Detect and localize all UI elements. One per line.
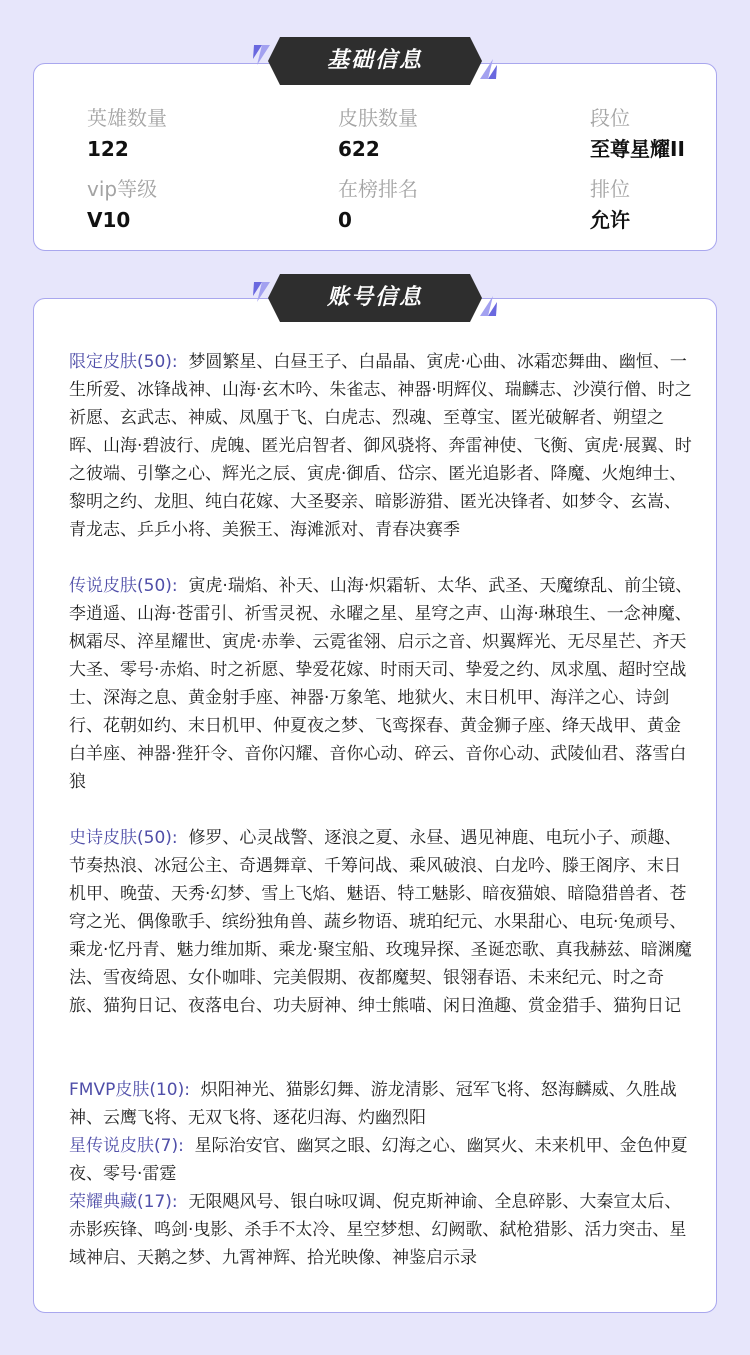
skin-names: 炽阳神光、猫影幻舞、游龙清影、冠军飞将、怒海麟威、久胜战神、云鹰飞将、无双飞将、逐花归海、灼幽烈阳 — [69, 1080, 677, 1128]
skin-category-label: 星传说皮肤(7): — [69, 1136, 184, 1156]
stat-label: 英雄数量 — [87, 106, 167, 130]
skin-names: 无限飓风号、银白咏叹调、倪克斯神谕、全息碎影、大秦宣太后、赤影疾锋、鸣剑·曳影、杀手不太冷、星空梦想、幻阙歌、弑枪猎影、活力突击、星域神启、天鹅之梦、九霄神辉、拾光映像、神鉴启示录 — [69, 1192, 687, 1268]
skin-category-label: FMVP皮肤(10): — [69, 1080, 190, 1100]
section-title: 基础信息 — [326, 48, 423, 73]
skin-category-label: 荣耀典藏(17): — [69, 1192, 178, 1212]
stat-leaderboard — [338, 176, 418, 233]
skin-category-label: 史诗皮肤(50): — [69, 828, 178, 848]
stat-hero-count — [87, 105, 167, 162]
stat-skin-count — [338, 105, 418, 162]
stat-value: 0 — [338, 208, 352, 232]
skin-list-star-legend — [69, 1132, 694, 1188]
skin-category-label: 传说皮肤(50): — [69, 576, 178, 596]
stat-vip-level — [87, 176, 157, 233]
skin-names: 梦圆繁星、白昼王子、白晶晶、寅虎·心曲、冰霜恋舞曲、幽恒、一生所爱、冰锋战神、山海·玄木吟、朱雀志、神器·明辉仪、瑞麟志、沙漠行僧、时之祈愿、玄武志、神威、凤凰于飞、白虎志、烈魂、至尊宝、匿光破解者、朔望之晖、山海·碧波行、虎魄、匿光启智者、御风骁将、奔雷神使、飞衡、寅虎·展翼、时之彼端、引擎之心、辉光之辰、寅虎·御盾、岱宗、匿光追影者、降魔、火炮绅士、黎明之约、龙胆、纯白花嫁、大圣娶亲、暗影游猎、匿光决锋者、如梦令、玄嵩、青龙志、乒乒小将、美猴王、海滩派对、青春决赛季 — [69, 352, 692, 540]
stat-value: V10 — [87, 208, 131, 232]
stat-value: 允许 — [590, 208, 630, 232]
stat-label: vip等级 — [87, 177, 158, 201]
stat-label: 段位 — [590, 106, 630, 130]
skin-names: 修罗、心灵战警、逐浪之夏、永昼、遇见神鹿、电玩小子、顽趣、节奏热浪、冰冠公主、奇遇舞章、千筹问战、乘风破浪、白龙吟、滕王阁序、末日机甲、晚萤、天秀·幻梦、雪上飞焰、魅语、特工魅影、暗夜猫娘、暗隐猎兽者、苍穹之光、偶像歌手、缤纷独角兽、蔬乡物语、琥珀纪元、水果甜心、电玩·兔顽号、乘龙·忆丹青、魅力维加斯、乘龙·聚宝船、玫瑰异探、圣诞恋歌、真我赫兹、暗渊魔法、雪夜绮恩、女仆咖啡、完美假期、夜都魔契、银翎春语、未来纪元、时之奇旅、猫狗日记、夜落电台、功夫厨神、绅士熊喵、闲日渔趣、赏金猎手、猫狗日记 — [69, 828, 692, 1016]
stat-label: 在榜排名 — [338, 177, 418, 201]
stat-label: 排位 — [590, 177, 630, 201]
skin-names: 寅虎·瑞焰、补天、山海·炽霜斩、太华、武圣、天魔缭乱、前尘镜、李逍遥、山海·苍雷引、祈雪灵祝、永曜之星、星穹之声、山海·琳琅生、一念神魔、枫霜尽、淬星耀世、寅虎·赤拳、云霓雀翎、启示之音、炽翼辉光、无尽星芒、齐天大圣、零号·赤焰、时之祈愿、挚爱花嫁、时雨天司、挚爱之约、凤求凰、超时空战士、深海之息、黄金射手座、神器·万象笔、地狱火、末日机甲、海洋之心、诗剑行、花朝如约、末日机甲、仲夏夜之梦、飞鸾探春、黄金狮子座、绛天战甲、黄金白羊座、神器·狴犴令、音你闪耀、音你心动、碎云、音你心动、武陵仙君、落雪白狼 — [69, 576, 693, 792]
skin-names: 星际治安官、幽冥之眼、幻海之心、幽冥火、未来机甲、金色仲夏夜、零号·雷霆 — [69, 1136, 688, 1184]
basic-info-header — [250, 37, 500, 87]
stat-ranked — [590, 176, 630, 233]
stat-rank-tier — [590, 105, 685, 162]
skin-category-label: 限定皮肤(50): — [69, 352, 178, 372]
stat-value: 至尊星耀II — [590, 137, 685, 161]
skin-list-limited — [69, 348, 694, 544]
skin-list-fmvp — [69, 1076, 694, 1132]
stat-label: 皮肤数量 — [338, 106, 418, 130]
skin-list-epic — [69, 824, 694, 1020]
stat-value: 622 — [338, 137, 380, 161]
account-info-header — [250, 274, 500, 324]
section-title: 账号信息 — [326, 285, 423, 310]
skin-list-glory-collection — [69, 1188, 694, 1272]
stat-value: 122 — [87, 137, 129, 161]
skin-list-legend — [69, 572, 694, 796]
